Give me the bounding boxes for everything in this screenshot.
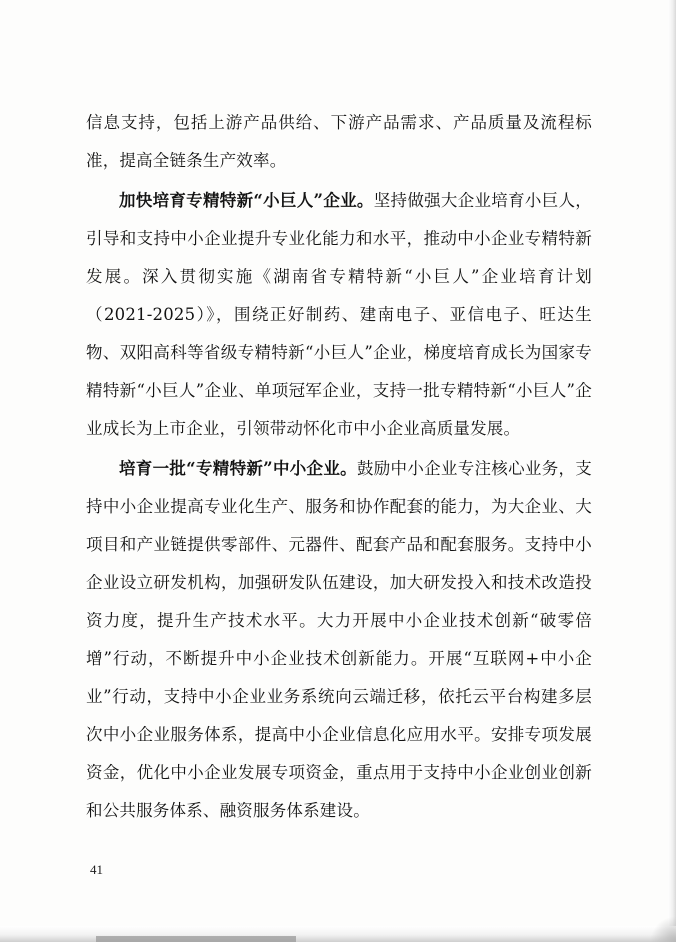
page-number: 41 — [90, 862, 103, 877]
paragraph-3 — [86, 450, 592, 830]
scan-bottom-mark — [96, 936, 296, 942]
scan-corner-shadow — [650, 916, 676, 942]
scan-edge-right — [668, 0, 676, 942]
paragraph-2-text: 坚持做强大企业培育小巨人，引导和支持中小企业提升专业化能力和水平，推动中小企业专精特新发展。深入贯彻实施《湖南省专精特新“小巨人”企业培育计划（2021-2025）》，围绕正好制药、建南电子、亚信电子、旺达生物、双阳高科等省级专精特新“小巨人”企业，梯度培育成长为国家专精特新“小巨人”企业、单项冠军企业，支持一批专精特新“小巨人”企业成长为上市企业，引领带动怀化市中小企业高质量发展。 — [86, 191, 592, 438]
paragraph-1-text: 信息支持，包括上游产品供给、下游产品需求、产品质量及流程标准，提高全链条生产效率。 — [86, 113, 592, 170]
paragraph-1 — [86, 104, 592, 180]
paragraph-2 — [86, 182, 592, 448]
paragraph-2-lead: 加快培育专精特新“小巨人”企业。 — [119, 191, 374, 210]
paragraph-3-lead: 培育一批“专精特新”中小企业。 — [119, 459, 357, 478]
paragraph-3-text: 鼓励中小企业专注核心业务，支持中小企业提高专业化生产、服务和协作配套的能力，为大企业、大项目和产业链提供零部件、元器件、配套产品和配套服务。支持中小企业设立研发机构，加强研发队伍建设，加大研发投入和技术改造投资力度，提升生产技术水平。大力开展中小企业技术创新“破零倍增”行动，不断提升中小企业技术创新能力。开展“互联网+中小企业”行动，支持中小企业业务系统向云端迁移，依托云平台构建多层次中小企业服务体系，提高中小企业信息化应用水平。安排专项发展资金，优化中小企业发展专项资金，重点用于支持中小企业创业创新和公共服务体系、融资服务体系建设。 — [86, 459, 592, 820]
document-body — [86, 104, 592, 830]
